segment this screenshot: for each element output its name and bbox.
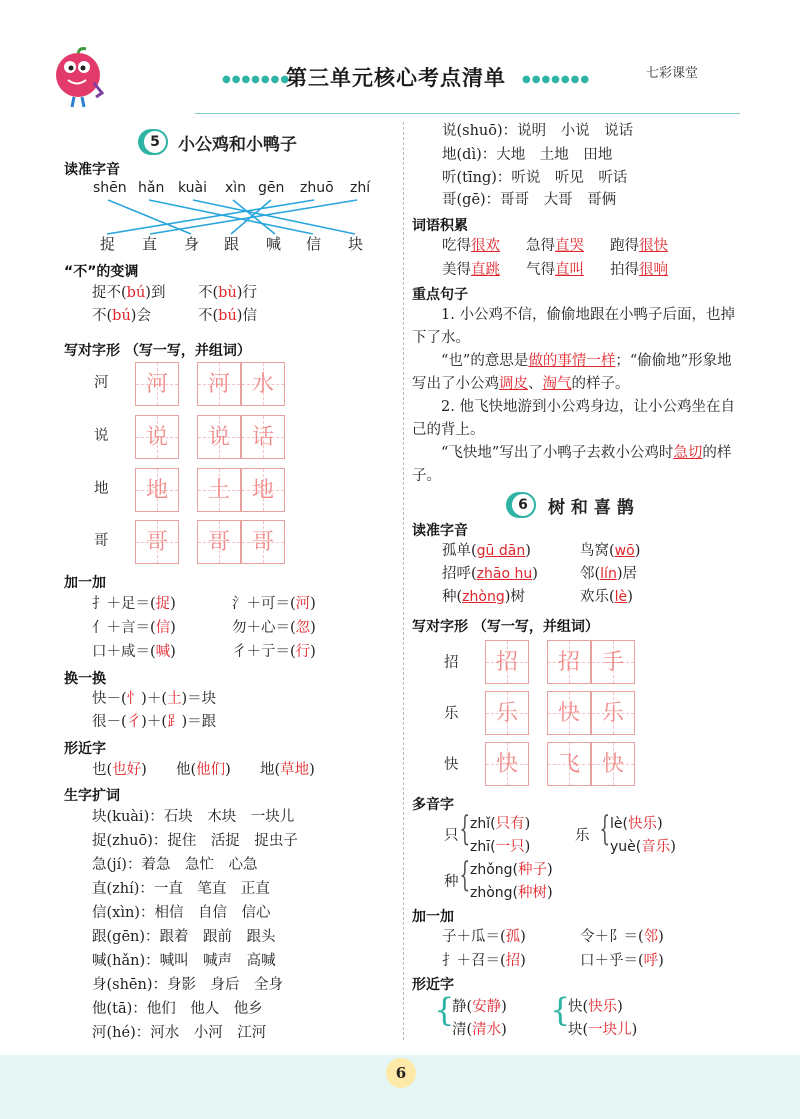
writing-grid-cell: 快 (485, 742, 529, 786)
add-item: 勿＋心＝(忽) (232, 620, 316, 636)
similar-item: 他(他们) (176, 762, 231, 778)
section-label-bu: “不”的变调 (64, 264, 139, 280)
column-divider (403, 122, 404, 1040)
read-item: 孤单(gū dān) (442, 543, 531, 559)
writing-grid-cell: 地 (241, 468, 285, 512)
expand-item: 说(shuō)：说明 小说 说话 (442, 123, 634, 139)
writing-grid-cell: 哥 (135, 520, 179, 564)
add-item: 子＋瓜＝(孤) (442, 929, 526, 945)
brace-icon: { (434, 991, 455, 1029)
writing-grid-cell: 说 (197, 415, 241, 459)
pinyin-item: hǎn (138, 180, 165, 196)
similar-item: 快(快乐) (568, 999, 623, 1015)
pinyin-item: zhuō (300, 180, 334, 196)
word-item: 急得直哭 (526, 238, 584, 254)
writing-grid-cell: 话 (241, 415, 285, 459)
swap-item: 很－(彳)＋(⻊)＝跟 (92, 714, 217, 730)
brace-icon: { (459, 809, 471, 849)
add-item: 扌＋足＝(捉) (92, 596, 176, 612)
bu-item: 捉不(bú)到 (92, 285, 166, 301)
writing-grid-cell: 乐 (591, 691, 635, 735)
expand-item: 喊(hǎn)：喊叫 喊声 高喊 (92, 953, 276, 969)
key-sentence-2: 2. 他飞快地游到小公鸡身边，让小公鸡坐在自己的背上。 (412, 399, 735, 438)
write-label: 说 (94, 428, 109, 444)
writing-grid-cell: 飞 (547, 742, 591, 786)
add-item: 亻＋言＝(信) (92, 620, 176, 636)
add-item: 口＋咸＝(喊) (92, 644, 176, 660)
expand-item: 他(tā)：他们 他人 他乡 (92, 1001, 263, 1017)
char-item: 块 (348, 235, 364, 253)
add-item: 令＋阝＝(邻) (580, 929, 664, 945)
expand-item: 急(jí)：着急 急忙 心急 (92, 857, 258, 873)
char-row (90, 233, 380, 255)
polyphone-item: zhī(一只) (470, 839, 531, 855)
lesson-number-badge: 6 (510, 492, 536, 518)
writing-grid-cell: 水 (241, 362, 285, 406)
polyphone-item: zhǒng(种子) (470, 862, 553, 878)
brace-icon: { (550, 991, 571, 1029)
swap-item: 快－(忄)＋(土)＝块 (92, 691, 217, 707)
pinyin-item: shēn (93, 180, 127, 196)
expand-item: 身(shēn)：身影 身后 全身 (92, 977, 284, 993)
writing-grid-cell: 说 (135, 415, 179, 459)
section-label-words: 词语积累 (412, 218, 468, 234)
writing-grid-cell: 河 (135, 362, 179, 406)
read-item: 欢乐(lè) (580, 589, 633, 605)
expand-item: 信(xìn)：相信 自信 信心 (92, 905, 271, 921)
bu-item: 不(bú)会 (92, 308, 151, 324)
expand-item: 听(tīng)：听说 听见 听话 (442, 170, 628, 186)
write-label: 哥 (94, 533, 109, 549)
polyphone-item: yuè(音乐) (610, 839, 676, 855)
pinyin-row (90, 180, 380, 200)
read-item: 招呼(zhāo hu) (442, 566, 538, 582)
writing-grid-cell: 哥 (241, 520, 285, 564)
add-item: 氵＋可＝(河) (232, 596, 316, 612)
writing-grid-cell: 哥 (197, 520, 241, 564)
add-item: 彳＋亍＝(行) (232, 644, 316, 660)
section-label-read: 读准字音 (64, 162, 120, 178)
lesson-number-badge: 5 (142, 129, 168, 155)
pinyin-item: zhí (350, 180, 371, 196)
writing-grid-cell: 招 (547, 640, 591, 684)
bu-item: 不(bú)信 (198, 308, 257, 324)
expand-item: 河(hé)：河水 小河 江河 (92, 1025, 267, 1041)
section-label-write: 写对字形 （写一写，并组词） (412, 619, 599, 635)
word-item: 气得直叫 (526, 262, 584, 278)
polyphone-char: 只 (444, 828, 459, 844)
char-item: 身 (184, 235, 200, 253)
matching-lines (90, 198, 380, 238)
writing-grid-cell: 乐 (485, 691, 529, 735)
section-label-expand: 生字扩词 (64, 788, 120, 804)
similar-item: 块(一块儿) (568, 1022, 638, 1038)
lesson-title: 小公鸡和小鸭子 (178, 135, 297, 155)
char-item: 跟 (224, 235, 240, 253)
writing-grid-cell: 招 (485, 640, 529, 684)
polyphone-item: zhòng(种树) (470, 885, 553, 901)
writing-grid-cell: 河 (197, 362, 241, 406)
add-item: 口＋乎＝(呼) (580, 953, 664, 969)
char-item: 喊 (266, 235, 282, 253)
brace-icon: { (599, 809, 611, 849)
polyphone-item: zhǐ(只有) (470, 816, 531, 832)
section-label-similar: 形近字 (412, 977, 454, 993)
polyphone-item: lè(快乐) (610, 816, 663, 832)
expand-item: 直(zhí)：一直 笔直 正直 (92, 881, 270, 897)
read-item: 邻(lín)居 (580, 566, 637, 582)
read-item: 鸟窝(wō) (580, 543, 641, 559)
section-label-swap: 换一换 (64, 671, 106, 687)
key-sentence-2-note: “飞快地”写出了小鸭子去救小公鸡时急切的样子。 (412, 445, 732, 484)
key-sentence-1: 1. 小公鸡不信，偷偷地跟在小鸭子后面，也掉下了水。 (412, 307, 735, 346)
lesson-title: 树 和 喜 鹊 (548, 498, 634, 518)
key-sentence-1-note: “也”的意思是做的事情一样；“偷偷地”形象地写出了小公鸡调皮、淘气的样子。 (412, 353, 732, 392)
write-label: 乐 (444, 706, 459, 722)
writing-grid-cell: 快 (591, 742, 635, 786)
read-item: 种(zhòng)树 (442, 589, 525, 605)
write-label: 快 (444, 757, 459, 773)
similar-item: 地(草地) (260, 762, 315, 778)
char-item: 直 (142, 235, 158, 253)
expand-item: 地(dì)：大地 土地 田地 (442, 147, 613, 163)
title-dots-right: ●●●●●●● (522, 74, 591, 85)
section-label-write: 写对字形 （写一写，并组词） (64, 343, 251, 359)
add-item: 扌＋召＝(招) (442, 953, 526, 969)
polyphone-char: 种 (444, 874, 459, 890)
word-item: 美得直跳 (442, 262, 500, 278)
section-label-sentence: 重点句子 (412, 287, 468, 303)
page-number: 6 (386, 1058, 416, 1088)
writing-grid-cell: 地 (135, 468, 179, 512)
word-item: 跑得很快 (610, 238, 668, 254)
similar-item: 静(安静) (452, 999, 507, 1015)
section-label-similar: 形近字 (64, 741, 106, 757)
char-item: 捉 (100, 235, 116, 253)
writing-grid-cell: 快 (547, 691, 591, 735)
section-label-read: 读准字音 (412, 523, 468, 539)
similar-item: 清(清水) (452, 1022, 507, 1038)
title-dots-left: ●●●●●●● (222, 74, 291, 85)
expand-item: 哥(gē)：哥哥 大哥 哥俩 (442, 192, 617, 208)
polyphone-char: 乐 (575, 828, 590, 844)
pinyin-item: gēn (258, 180, 285, 196)
write-label: 地 (94, 481, 109, 497)
section-label-polyphone: 多音字 (412, 797, 454, 813)
expand-item: 跟(gēn)：跟着 跟前 跟头 (92, 929, 276, 945)
pinyin-item: kuài (178, 180, 208, 196)
page-title: 第三单元核心考点清单 (286, 66, 506, 90)
brace-icon: { (459, 855, 471, 895)
writing-grid-cell: 手 (591, 640, 635, 684)
section-label-add: 加一加 (64, 575, 106, 591)
header-divider (195, 113, 740, 114)
expand-item: 捉(zhuō)：捉住 活捉 捉虫子 (92, 833, 298, 849)
char-item: 信 (306, 235, 322, 253)
write-label: 河 (94, 375, 109, 391)
write-label: 招 (444, 655, 459, 671)
writing-grid-cell: 土 (197, 468, 241, 512)
expand-item: 块(kuài)：石块 木块 一块儿 (92, 809, 295, 825)
pinyin-item: xìn (225, 180, 247, 196)
brand-label: 七彩课堂 (646, 66, 699, 81)
section-label-add: 加一加 (412, 909, 454, 925)
word-item: 吃得很欢 (442, 238, 500, 254)
similar-item: 也(也好) (92, 762, 147, 778)
word-item: 拍得很响 (610, 262, 668, 278)
mascot-logo (50, 45, 110, 110)
bu-item: 不(bù)行 (198, 285, 257, 301)
